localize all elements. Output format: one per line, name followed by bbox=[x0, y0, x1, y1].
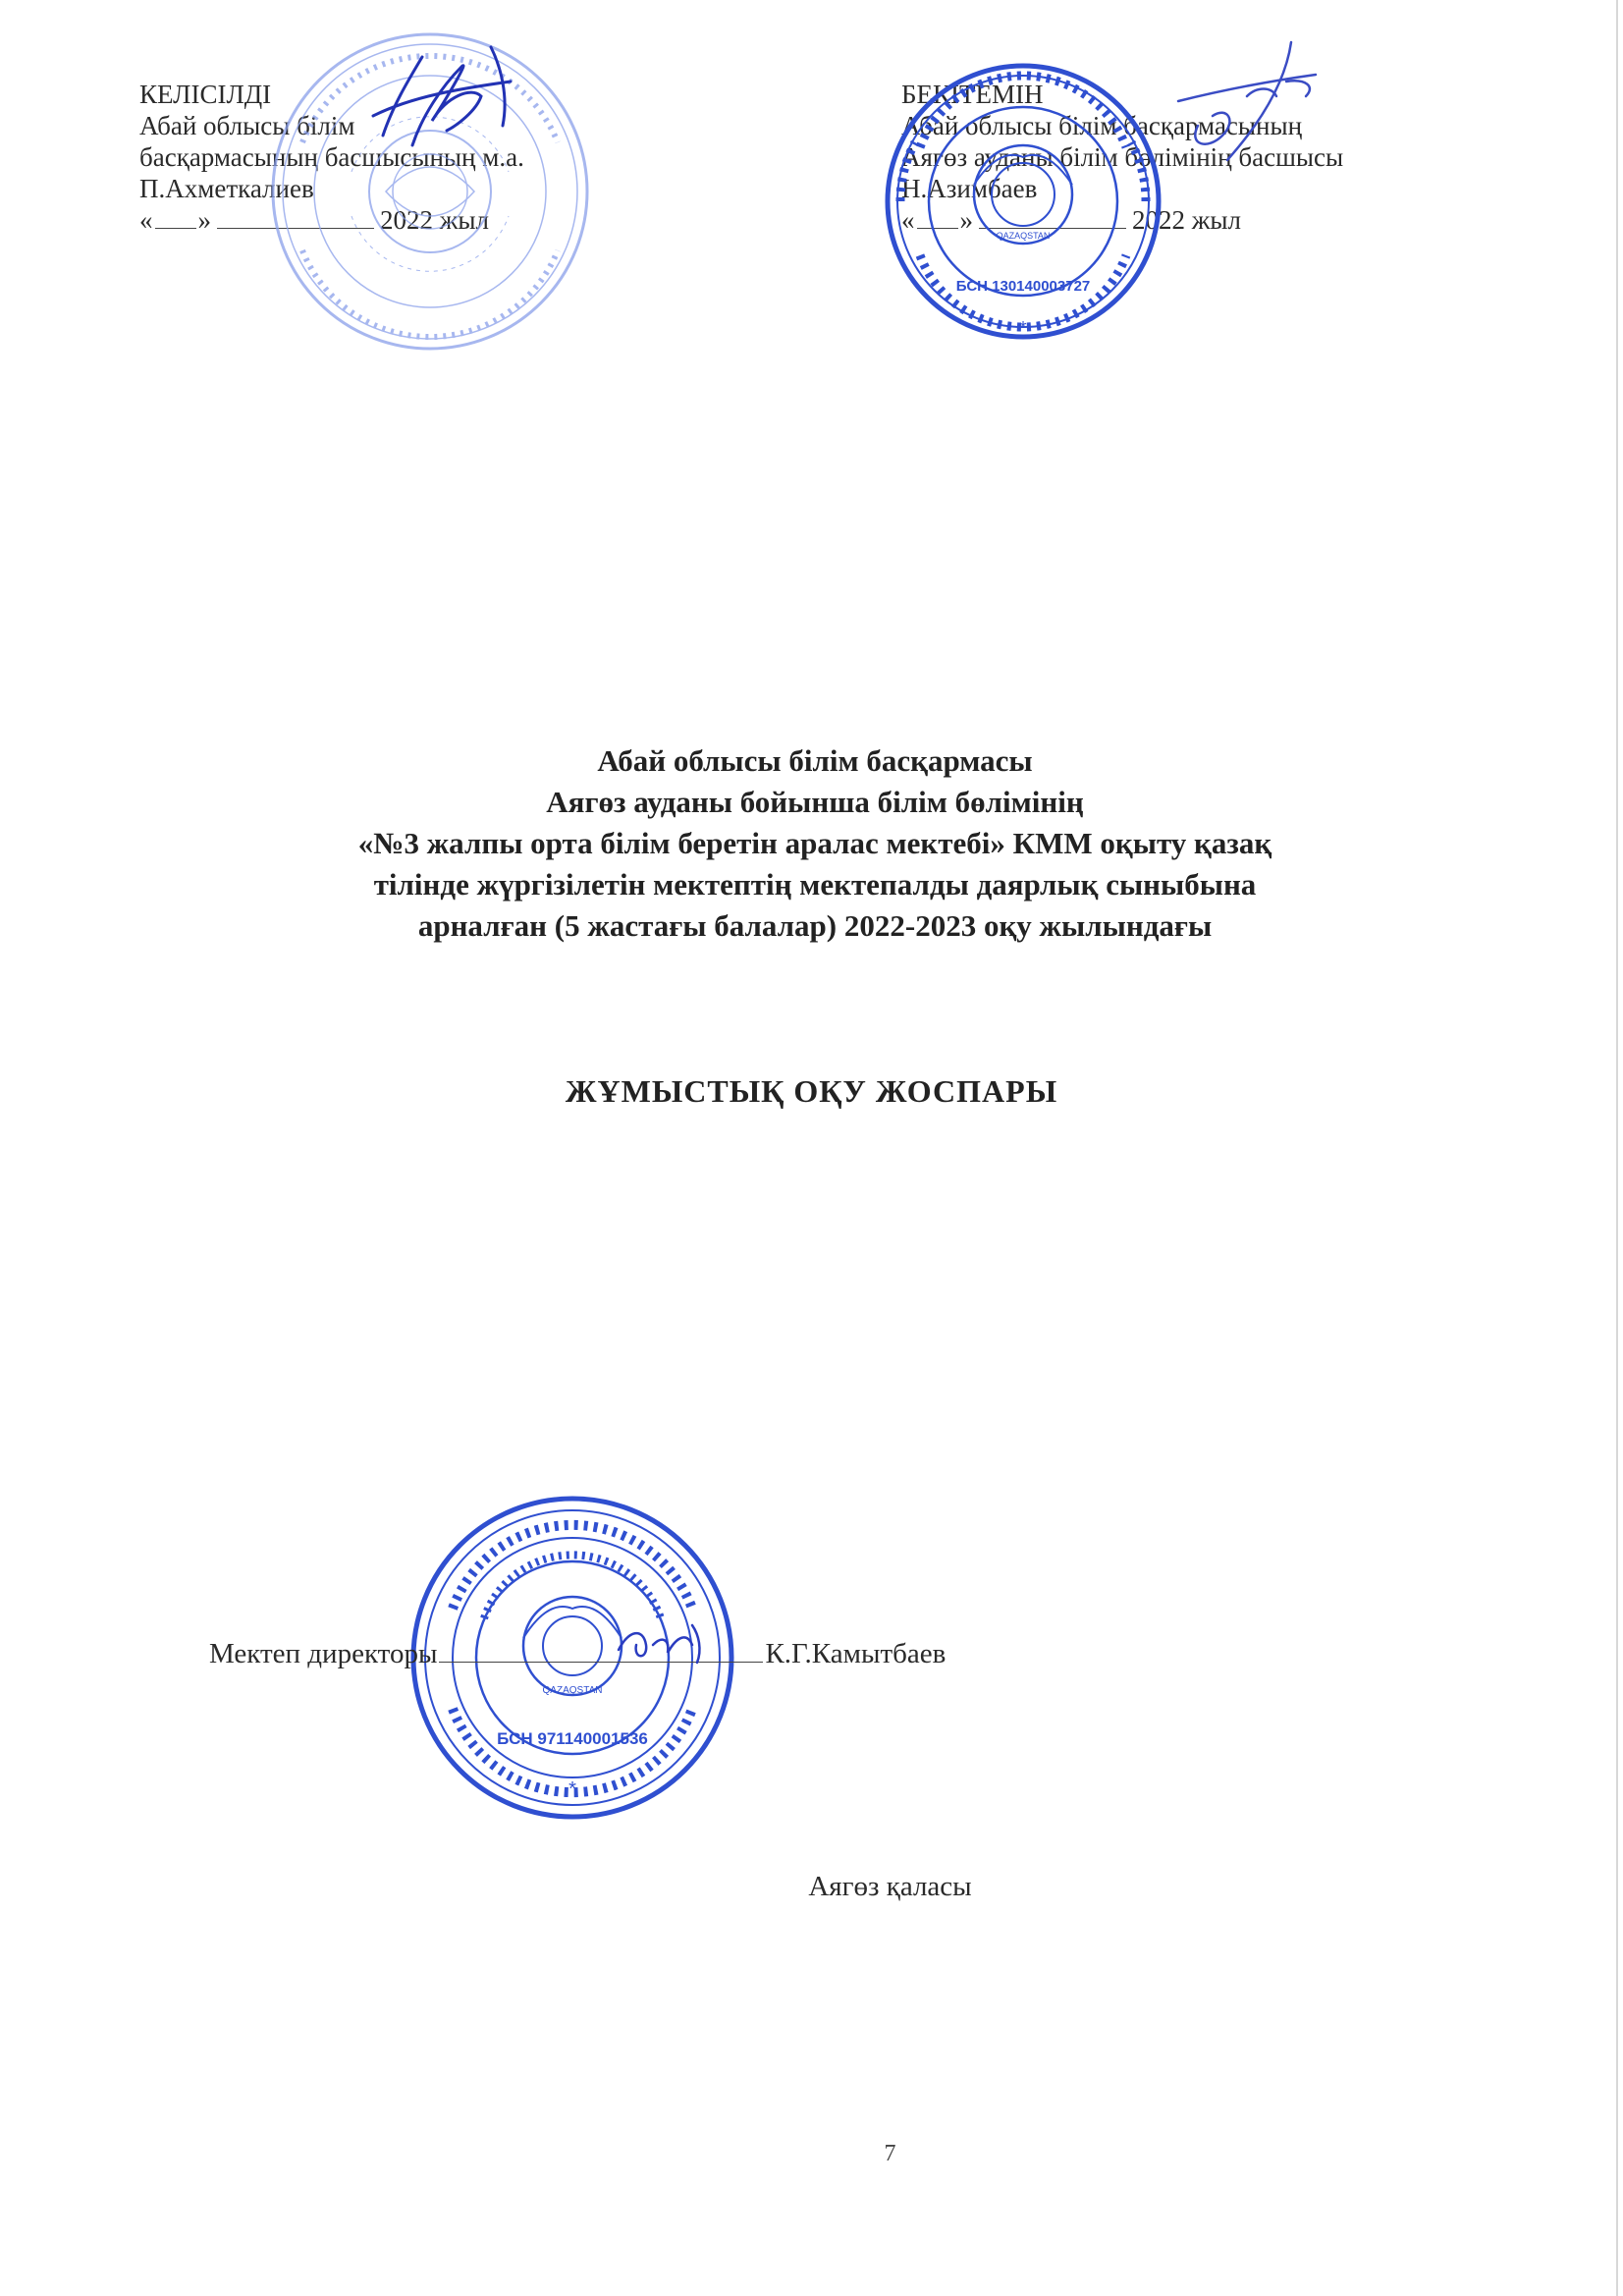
heading-line-5: арналған (5 жастағы балалар) 2022-2023 оқу жылындағы bbox=[417, 908, 1213, 943]
approved-org-line2: Аягөз ауданы білім бөлімінің басшысы bbox=[901, 142, 1344, 172]
approved-signature bbox=[1159, 27, 1325, 185]
director-label: Мектеп директоры bbox=[209, 1638, 438, 1669]
right-stamp-emblem-text: QAZAQSTAN bbox=[996, 231, 1051, 241]
agreed-year: 2022 жыл bbox=[380, 205, 490, 235]
bottom-stamp-bin: БСН 971140001536 bbox=[497, 1729, 648, 1748]
director-name: К.Г.Камытбаев bbox=[765, 1638, 947, 1669]
bottom-stamp-emblem-text: QAZAQSTAN bbox=[542, 1685, 603, 1696]
bottom-stamp-star: * bbox=[568, 1778, 576, 1800]
agreed-date-open: « bbox=[139, 205, 153, 235]
document-heading bbox=[177, 740, 1453, 947]
right-stamp-bin: БСН 130140003727 bbox=[955, 278, 1091, 295]
approved-org-line1: Абай облысы білім басқармасының bbox=[901, 111, 1303, 140]
approved-date-open: « bbox=[901, 205, 915, 235]
director-signature-line bbox=[209, 1638, 946, 1670]
heading-line-3: «№3 жалпы орта білім беретін аралас мектебі» КММ оқыту қазақ bbox=[357, 826, 1272, 860]
agreed-org-line1: Абай облысы білім bbox=[139, 111, 355, 140]
approved-heading: БЕКІТЕМІН bbox=[901, 80, 1044, 109]
city-name: Аягөз қаласы bbox=[808, 1871, 972, 1902]
right-stamp-seal bbox=[881, 59, 1165, 344]
right-stamp-star: * bbox=[1019, 318, 1027, 338]
heading-line-1: Абай облысы білім басқармасы bbox=[597, 743, 1033, 778]
agreed-day-blank bbox=[155, 206, 196, 229]
agreed-heading: КЕЛІСІЛДІ bbox=[139, 80, 272, 109]
approved-name: Н.Азимбаев bbox=[901, 174, 1038, 203]
document-title: ЖҰМЫСТЫҚ ОҚУ ЖОСПАРЫ bbox=[565, 1073, 1058, 1109]
agreed-date-close: » bbox=[197, 205, 211, 235]
heading-line-4: тілінде жүргізілетін мектептің мектепалды даярлық сыныбына bbox=[373, 867, 1257, 902]
agreed-signature bbox=[353, 27, 530, 165]
agreed-name: П.Ахметкалиев bbox=[139, 174, 314, 203]
page-number: 7 bbox=[884, 2141, 896, 2166]
approved-year: 2022 жыл bbox=[1132, 205, 1242, 235]
page-edge bbox=[1616, 0, 1618, 2296]
heading-line-2: Аягөз ауданы бойынша білім бөлімінің bbox=[546, 785, 1084, 819]
approved-date-close: » bbox=[959, 205, 973, 235]
director-signature bbox=[609, 1606, 717, 1674]
agreed-org-line2: басқармасының басшысының м.а. bbox=[139, 142, 524, 172]
